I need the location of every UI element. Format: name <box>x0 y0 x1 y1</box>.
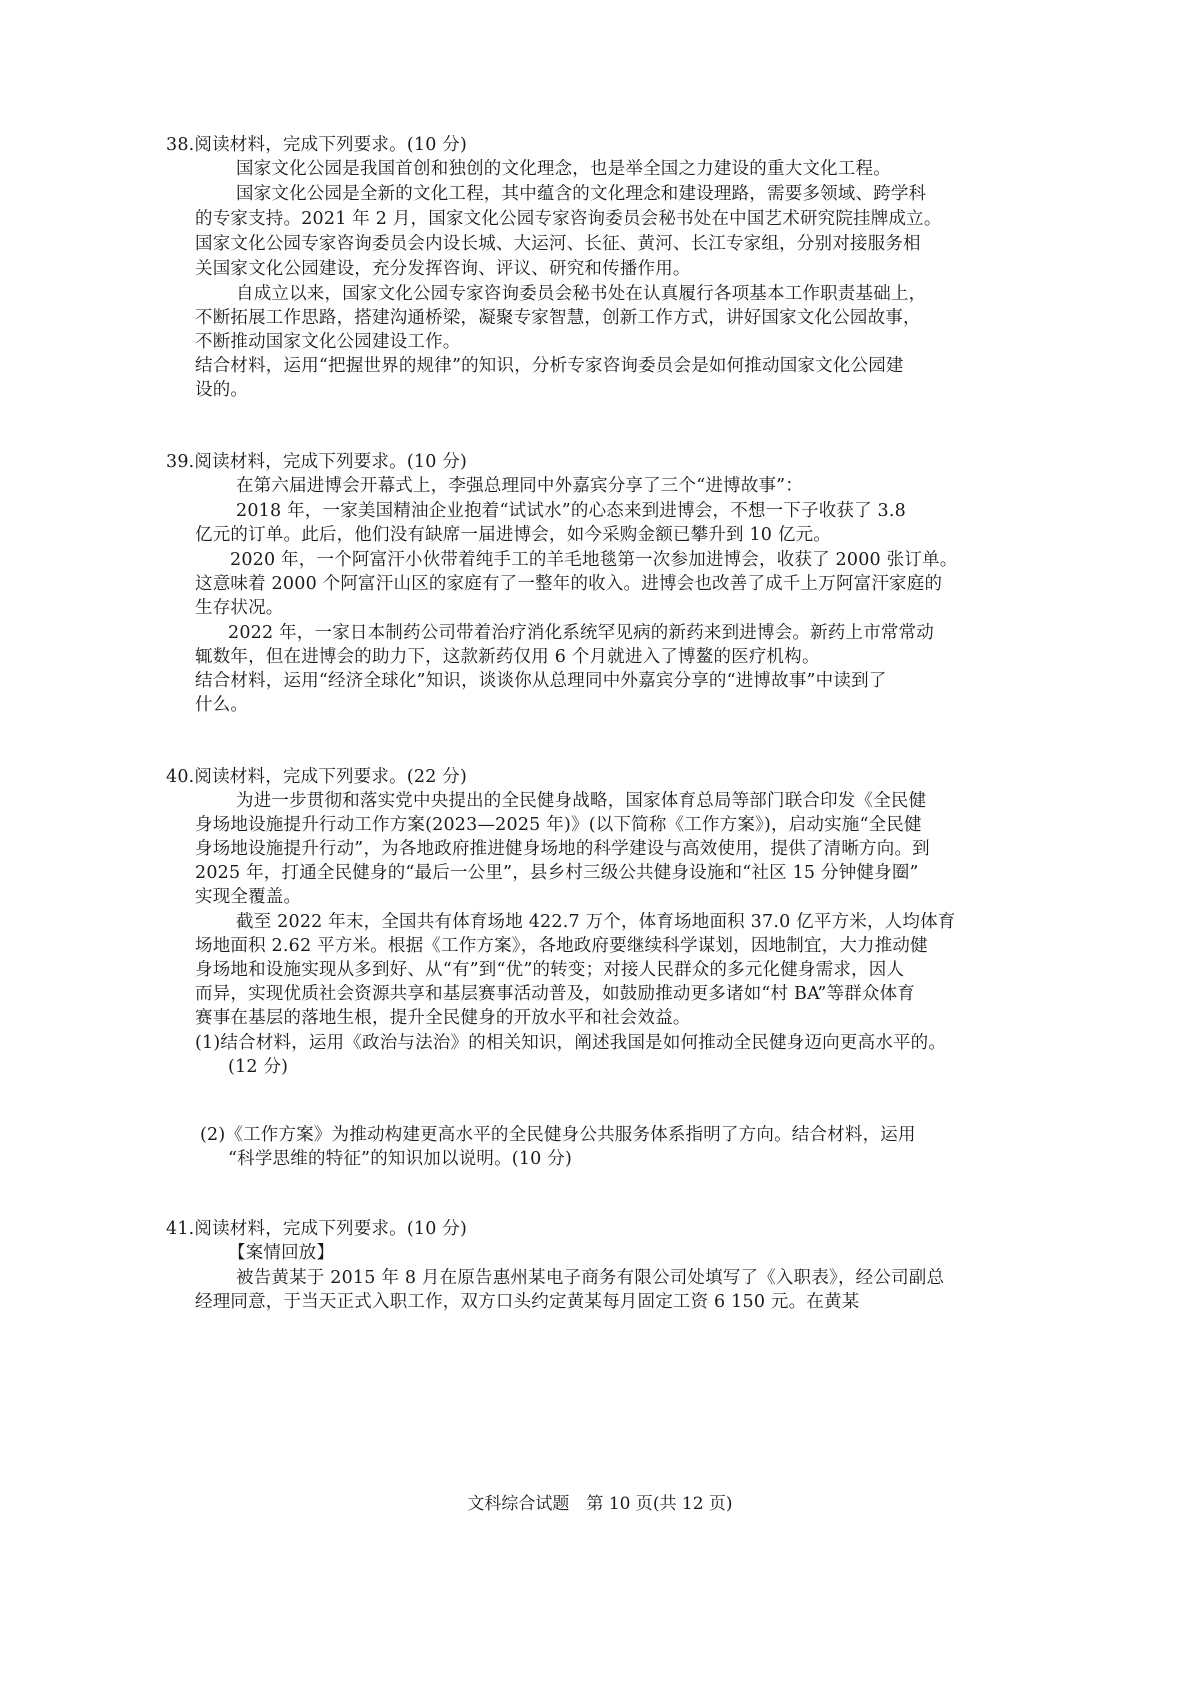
material-line: 赛事在基层的落地生根，提升全民健身的开放水平和社会效益。 <box>195 1008 691 1028</box>
question-heading: 38.阅读材料，完成下列要求。(10 分) <box>166 135 468 155</box>
material-line: 场地面积 2.62 平方米。根据《工作方案》，各地政府要继续科学谋划，因地制宜，大力推动健 <box>195 936 928 956</box>
question-heading: 39.阅读材料，完成下列要求。(10 分) <box>166 452 468 472</box>
subquestion-2-line: (2)《工作方案》为推动构建更高水平的全民健身公共服务体系指明了方向。结合材料，运用 <box>200 1125 916 1145</box>
material-line: 为进一步贯彻和落实党中央提出的全民健身战略，国家体育总局等部门联合印发《全民健 <box>236 791 927 811</box>
material-line: 不断推动国家文化公园建设工作。 <box>195 332 461 352</box>
material-line: 2020 年，一个阿富汗小伙带着纯手工的羊毛地毯第一次参加进博会，收获了 2000 张订单。 <box>230 550 958 570</box>
subquestion-2-line: “科学思维的特征”的知识加以说明。(10 分) <box>228 1149 572 1169</box>
material-line: 亿元的订单。此后，他们没有缺席一届进博会，如今采购金额已攀升到 10 亿元。 <box>195 525 831 545</box>
material-line: 不断拓展工作思路，搭建沟通桥梁，凝聚专家智慧，创新工作方式，讲好国家文化公园故事， <box>195 308 921 328</box>
material-line: 辄数年，但在进博会的助力下，这款新药仅用 6 个月就进入了博鳌的医疗机构。 <box>195 647 820 667</box>
material-line: 被告黄某于 2015 年 8 月在原告惠州某电子商务有限公司处填写了《入职表》，经公司副总 <box>236 1268 945 1288</box>
material-line: 身场地设施提升行动”，为各地政府推进健身场地的科学建设与高效使用，提供了清晰方向。到 <box>195 839 930 859</box>
material-line: 的专家支持。2021 年 2 月，国家文化公园专家咨询委员会秘书处在中国艺术研究院挂牌成立。 <box>195 209 942 229</box>
material-line: 身场地和设施实现从多到好、从“有”到“优”的转变；对接人民群众的多元化健身需求，因人 <box>195 960 905 980</box>
material-line: 2022 年，一家日本制药公司带着治疗消化系统罕见病的新药来到进博会。新药上市常常动 <box>228 623 934 643</box>
material-line: 国家文化公园是全新的文化工程，其中蕴含的文化理念和建设理路，需要多领域、跨学科 <box>236 184 927 204</box>
material-line: 而异，实现优质社会资源共享和基层赛事活动普及，如鼓励推动更多诸如“村 BA”等群众体育 <box>195 984 915 1004</box>
material-line: 国家文化公园专家咨询委员会内设长城、大运河、长征、黄河、长江专家组，分别对接服务相 <box>195 234 921 254</box>
task-line: 什么。 <box>195 695 249 715</box>
subquestion-1-points: (12 分) <box>228 1057 289 1077</box>
page-footer: 文科综合试题 第 10 页(共 12 页) <box>467 1494 733 1514</box>
section-title: 【案情回放】 <box>228 1243 335 1263</box>
material-line: 实现全覆盖。 <box>195 887 302 907</box>
material-line: 身场地设施提升行动工作方案(2023—2025 年)》(以下简称《工作方案》)，启动实施“全民健 <box>195 815 922 835</box>
subquestion-1-line: (1)结合材料，运用《政治与法治》的相关知识，阐述我国是如何推动全民健身迈向更高水平的。 <box>195 1033 947 1053</box>
material-line: 生存状况。 <box>195 598 284 618</box>
material-line: 这意味着 2000 个阿富汗山区的家庭有了一整年的收入。进博会也改善了成千上万阿富汗家庭的 <box>195 574 943 594</box>
question-heading: 40.阅读材料，完成下列要求。(22 分) <box>166 767 468 787</box>
material-line: 经理同意，于当天正式入职工作，双方口头约定黄某每月固定工资 6 150 元。在黄某 <box>195 1292 860 1312</box>
material-line: 自成立以来，国家文化公园专家咨询委员会秘书处在认真履行各项基本工作职责基础上， <box>236 284 927 304</box>
material-line: 截至 2022 年末，全国共有体育场地 422.7 万个，体育场地面积 37.0 亿平方米，人均体育 <box>236 912 956 932</box>
task-line: 结合材料，运用“经济全球化”知识，谈谈你从总理同中外嘉宾分享的“进博故事”中读到了 <box>195 671 887 691</box>
material-paragraph: 在第六届进博会开幕式上，李强总理同中外嘉宾分享了三个“进博故事”： <box>236 476 803 496</box>
question-heading: 41.阅读材料，完成下列要求。(10 分) <box>166 1219 468 1239</box>
material-line: 关国家文化公园建设，充分发挥咨询、评议、研究和传播作用。 <box>195 259 691 279</box>
material-line: 2025 年，打通全民健身的“最后一公里”，县乡村三级公共健身设施和“社区 15 分钟健身圈” <box>195 863 919 883</box>
material-line: 2018 年，一家美国精油企业抱着“试试水”的心态来到进博会，不想一下子收获了 3.8 <box>236 501 906 521</box>
task-line: 设的。 <box>195 380 249 400</box>
material-paragraph: 国家文化公园是我国首创和独创的文化理念，也是举全国之力建设的重大文化工程。 <box>236 159 891 179</box>
task-line: 结合材料，运用“把握世界的规律”的知识，分析专家咨询委员会是如何推动国家文化公园建 <box>195 356 904 376</box>
